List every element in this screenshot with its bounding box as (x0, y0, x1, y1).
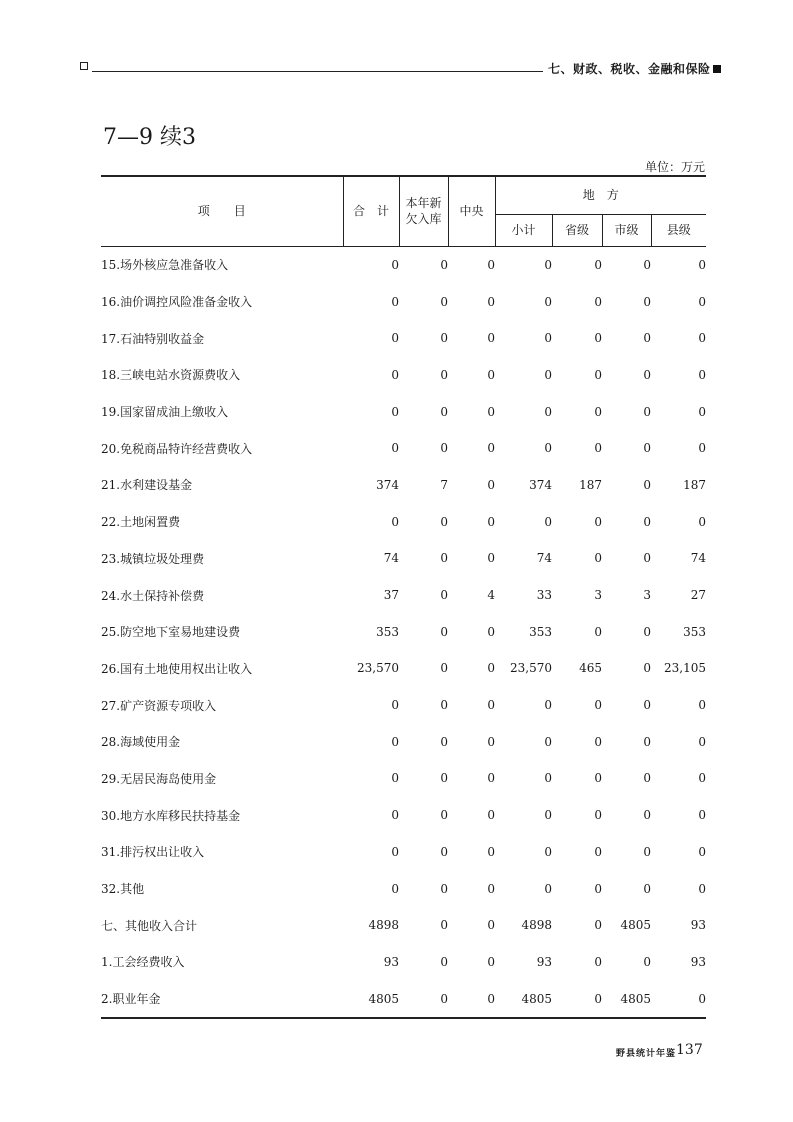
cell-local-subtotal: 0 (544, 294, 552, 309)
table-row (101, 723, 706, 760)
header-province: 省级 (552, 214, 602, 246)
cell-city: 0 (643, 294, 651, 309)
header-city: 市级 (602, 214, 651, 246)
table-row (101, 246, 706, 283)
table-title: 7—9 续3 (103, 125, 196, 150)
cell-county: 0 (698, 294, 707, 309)
cell-county: 23,105 (664, 661, 707, 676)
cell-central: 0 (487, 624, 495, 639)
cell-county: 93 (690, 954, 707, 969)
cell-city: 0 (643, 514, 651, 529)
cell-total: 0 (391, 734, 399, 749)
cell-total: 74 (383, 551, 399, 566)
cell-local-subtotal: 4898 (521, 918, 552, 933)
cell-local-subtotal: 0 (544, 844, 552, 859)
cell-county: 353 (683, 624, 707, 639)
cell-county: 0 (698, 734, 707, 749)
row-label: 29.无居民海岛使用金 (101, 771, 217, 786)
cell-arrears: 0 (440, 771, 448, 786)
cell-total: 374 (376, 477, 399, 492)
cell-province: 0 (594, 257, 602, 272)
row-label: 七、其他收入合计 (101, 918, 198, 933)
cell-central: 0 (487, 367, 495, 382)
cell-city: 0 (643, 954, 651, 969)
cell-total: 0 (391, 257, 399, 272)
cell-province: 0 (594, 771, 602, 786)
cell-local-subtotal: 0 (544, 881, 552, 896)
cell-local-subtotal: 0 (544, 404, 552, 419)
cell-total: 4898 (368, 918, 399, 933)
cell-central: 0 (487, 734, 495, 749)
cell-province: 0 (594, 551, 602, 566)
table-row (101, 503, 706, 540)
table-row (101, 944, 706, 981)
cell-local-subtotal: 374 (529, 477, 552, 492)
row-label: 2.职业年金 (101, 980, 343, 1018)
cell-local-subtotal: 0 (544, 331, 552, 346)
table-row (101, 320, 706, 357)
row-label: 26.国有土地使用权出让收入 (101, 661, 253, 676)
cell-total: 0 (391, 294, 399, 309)
cell-county: 0 (698, 331, 707, 346)
cell-city: 3 (643, 588, 651, 603)
cell-province: 0 (594, 954, 602, 969)
cell-total: 0 (391, 441, 399, 456)
table-body (101, 246, 706, 1018)
cell-city: 0 (643, 331, 651, 346)
cell-arrears: 0 (440, 404, 448, 419)
header-local-subtotal: 小计 (495, 214, 552, 246)
cell-central: 0 (487, 954, 495, 969)
cell-total: 37 (383, 588, 399, 603)
cell-city: 0 (643, 734, 651, 749)
cell-local-subtotal: 23,570 (510, 661, 552, 676)
header-rule (92, 71, 543, 72)
row-label: 27.矿产资源专项收入 (101, 698, 217, 713)
row-label: 30.地方水库移民扶持基金 (101, 808, 241, 823)
row-label: 31.排污权出让收入 (101, 845, 205, 860)
cell-local-subtotal: 93 (536, 954, 552, 969)
cell-arrears: 0 (440, 588, 448, 603)
table-row (101, 797, 706, 834)
cell-arrears: 0 (440, 661, 448, 676)
cell-city: 0 (643, 771, 651, 786)
cell-central: 0 (487, 771, 495, 786)
cell-city: 0 (643, 367, 651, 382)
cell-city: 0 (643, 661, 651, 676)
cell-total: 93 (383, 954, 399, 969)
section-title (548, 60, 721, 77)
cell-central: 0 (487, 918, 495, 933)
table-row (101, 393, 706, 430)
row-label: 15.场外核应急准备收入 (101, 258, 229, 273)
cell-province: 0 (594, 624, 602, 639)
cell-arrears: 0 (440, 698, 448, 713)
cell-arrears: 0 (440, 514, 448, 529)
cell-city: 0 (643, 551, 651, 566)
cell-local-subtotal: 353 (529, 624, 552, 639)
cell-central: 0 (487, 808, 495, 823)
cell-local-subtotal: 33 (536, 588, 552, 603)
table-row (101, 760, 706, 797)
cell-city: 0 (643, 844, 651, 859)
cell-county: 0 (698, 367, 707, 382)
revenue-table (101, 175, 706, 1019)
row-label: 1.工会经费收入 (101, 955, 185, 970)
cell-central: 0 (487, 551, 495, 566)
cell-local-subtotal: 0 (544, 734, 552, 749)
cell-local-subtotal: 0 (544, 698, 552, 713)
cell-county: 0 (698, 881, 707, 896)
cell-local-subtotal: 0 (544, 771, 552, 786)
header-square-filled-icon (713, 65, 721, 73)
cell-total: 0 (391, 771, 399, 786)
cell-local-subtotal: 4805 (495, 980, 552, 1018)
cell-total: 0 (391, 881, 399, 896)
cell-province: 0 (594, 881, 602, 896)
cell-central: 0 (487, 661, 495, 676)
table-row (101, 540, 706, 577)
table-row (101, 907, 706, 944)
cell-county: 0 (698, 808, 707, 823)
cell-province: 3 (594, 588, 602, 603)
cell-county: 0 (698, 514, 707, 529)
cell-arrears: 0 (440, 954, 448, 969)
cell-central: 0 (487, 881, 495, 896)
cell-county: 0 (698, 771, 707, 786)
cell-arrears: 0 (440, 918, 448, 933)
table-row (101, 357, 706, 394)
cell-arrears: 0 (440, 551, 448, 566)
table-row (101, 467, 706, 504)
cell-city: 4805 (620, 918, 651, 933)
cell-province: 0 (594, 331, 602, 346)
cell-city: 0 (643, 441, 651, 456)
cell-province: 0 (594, 294, 602, 309)
cell-arrears: 0 (440, 441, 448, 456)
cell-central: 0 (487, 441, 495, 456)
table-row (101, 834, 706, 871)
cell-arrears: 0 (440, 624, 448, 639)
cell-arrears: 0 (440, 734, 448, 749)
cell-central: 0 (487, 477, 495, 492)
cell-total: 0 (391, 331, 399, 346)
cell-arrears: 0 (440, 844, 448, 859)
page-number: 137 (676, 1042, 703, 1058)
cell-province: 0 (594, 734, 602, 749)
header-county: 县级 (651, 214, 706, 246)
row-label: 19.国家留成油上缴收入 (101, 405, 229, 420)
row-label: 21.水利建设基金 (101, 478, 193, 493)
cell-province: 465 (579, 661, 602, 676)
section-title-text: 七、财政、税收、金融和保险 (548, 62, 711, 76)
cell-local-subtotal: 0 (544, 441, 552, 456)
cell-county: 0 (698, 257, 707, 272)
cell-province: 187 (579, 477, 602, 492)
row-label: 20.免税商品特许经营费收入 (101, 441, 253, 456)
cell-arrears: 0 (440, 294, 448, 309)
header-item: 项 目 (101, 176, 343, 246)
cell-city: 0 (643, 624, 651, 639)
cell-central: 0 (487, 404, 495, 419)
header-central: 中央 (448, 176, 495, 246)
cell-province: 0 (594, 514, 602, 529)
cell-province: 0 (594, 404, 602, 419)
cell-arrears: 7 (440, 477, 448, 492)
table-row (101, 870, 706, 907)
cell-province: 0 (594, 918, 602, 933)
header-total: 合 计 (343, 176, 399, 246)
cell-county: 187 (683, 477, 707, 492)
row-label: 28.海域使用金 (101, 735, 181, 750)
row-label: 25.防空地下室易地建设费 (101, 625, 241, 640)
cell-city: 4805 (602, 980, 651, 1018)
cell-arrears: 0 (440, 881, 448, 896)
cell-county: 0 (698, 698, 707, 713)
cell-central: 0 (487, 331, 495, 346)
cell-central: 0 (448, 980, 495, 1018)
row-label: 32.其他 (101, 882, 145, 897)
cell-total: 353 (376, 624, 399, 639)
cell-total: 4805 (343, 980, 399, 1018)
table-row (101, 980, 706, 1018)
cell-central: 0 (487, 844, 495, 859)
cell-total: 0 (391, 514, 399, 529)
table-row (101, 650, 706, 687)
cell-central: 0 (487, 514, 495, 529)
cell-province: 0 (552, 980, 602, 1018)
header-arrears: 本年新欠入库 (399, 176, 448, 246)
cell-county: 0 (698, 844, 707, 859)
footer-yearbook-label: 野县统计年鉴 (616, 1049, 677, 1059)
cell-local-subtotal: 0 (544, 808, 552, 823)
cell-city: 0 (643, 808, 651, 823)
cell-province: 0 (594, 698, 602, 713)
cell-local-subtotal: 74 (536, 551, 552, 566)
cell-arrears: 0 (440, 331, 448, 346)
cell-county: 27 (690, 588, 707, 603)
cell-total: 0 (391, 404, 399, 419)
cell-local-subtotal: 0 (544, 257, 552, 272)
cell-local-subtotal: 0 (544, 367, 552, 382)
table-row (101, 613, 706, 650)
row-label: 22.土地闲置费 (101, 515, 181, 530)
cell-central: 0 (487, 294, 495, 309)
cell-city: 0 (643, 698, 651, 713)
header-local: 地 方 (495, 176, 706, 214)
row-label: 23.城镇垃圾处理费 (101, 551, 205, 566)
cell-total: 0 (391, 844, 399, 859)
table-row (101, 577, 706, 614)
cell-county: 74 (690, 551, 707, 566)
cell-province: 0 (594, 844, 602, 859)
cell-county: 93 (690, 918, 707, 933)
cell-total: 0 (391, 367, 399, 382)
table-row (101, 687, 706, 724)
cell-total: 0 (391, 698, 399, 713)
cell-arrears: 0 (440, 257, 448, 272)
cell-central: 0 (487, 257, 495, 272)
cell-province: 0 (594, 808, 602, 823)
table-row (101, 430, 706, 467)
cell-central: 0 (487, 698, 495, 713)
cell-province: 0 (594, 441, 602, 456)
row-label: 24.水土保持补偿费 (101, 588, 205, 603)
cell-central: 4 (487, 588, 495, 603)
cell-city: 0 (643, 257, 651, 272)
cell-arrears: 0 (440, 808, 448, 823)
cell-city: 0 (643, 404, 651, 419)
cell-total: 23,570 (357, 661, 399, 676)
cell-city: 0 (643, 477, 651, 492)
cell-city: 0 (643, 881, 651, 896)
row-label: 18.三峡电站水资源费收入 (101, 368, 241, 383)
cell-arrears: 0 (440, 367, 448, 382)
header-square-outline-icon (80, 62, 88, 70)
cell-province: 0 (594, 367, 602, 382)
cell-total: 0 (391, 808, 399, 823)
cell-local-subtotal: 0 (544, 514, 552, 529)
row-label: 16.油价调控风险准备金收入 (101, 295, 253, 310)
cell-arrears: 0 (399, 980, 448, 1018)
cell-county: 0 (651, 980, 706, 1018)
table-row (101, 283, 706, 320)
cell-county: 0 (698, 441, 707, 456)
row-label: 17.石油特别收益金 (101, 331, 205, 346)
cell-county: 0 (698, 404, 707, 419)
unit-label: 单位：万元 (644, 160, 705, 174)
